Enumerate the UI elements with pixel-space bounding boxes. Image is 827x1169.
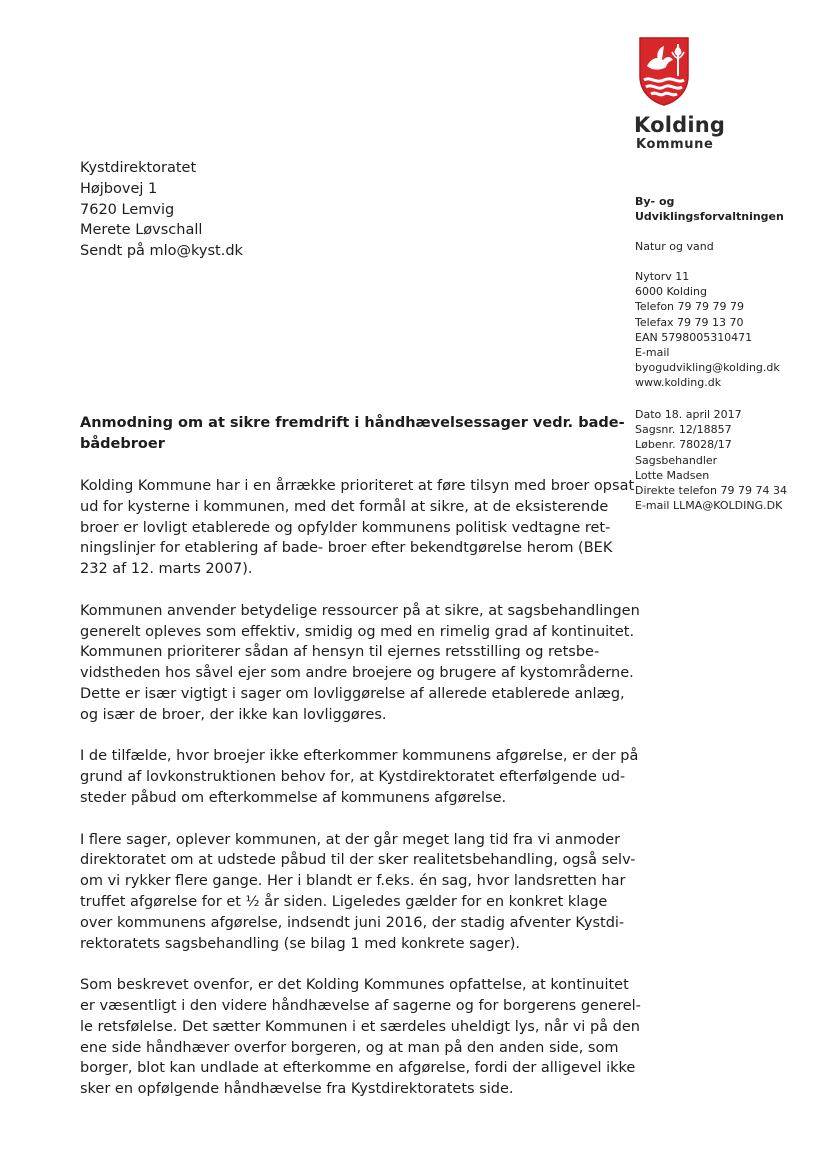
paragraph (80, 830, 636, 955)
recipient-line: Merete Løvschall (80, 222, 203, 239)
paragraph (80, 601, 640, 726)
subject-line: bådebroer (80, 436, 165, 452)
case-line: Sagsnr. 12/18857 (635, 423, 732, 437)
recipient-address (80, 158, 243, 262)
brand-subtitle: Kommune (636, 137, 714, 152)
letter-body (80, 476, 641, 1121)
body-line: er væsentligt i den videre håndhævelse af sagerne og for borgerens generel- (80, 997, 641, 1014)
body-line: Kommunen prioriterer sådan af hensyn til ejernes retsstilling og retsbe- (80, 644, 600, 661)
body-line: Kommunen anvender betydelige ressourcer på at sikre, at sagsbehandlingen (80, 602, 640, 619)
body-line: vidstheden hos såvel ejer som andre broejere og brugere af kystområderne. (80, 665, 634, 682)
body-line: broer er lovligt etablerede og opfylder kommunens politisk vedtagne ret- (80, 519, 611, 536)
contact-line: 6000 Kolding (635, 285, 707, 299)
body-line: le retsfølelse. Det sætter Kommunen i et særdeles uheldigt lys, når vi på den (80, 1018, 640, 1035)
body-line: I de tilfælde, hvor broejer ikke efterkommer kommunens afgørelse, er der på (80, 748, 639, 765)
body-line: direktoratet om at udstede påbud til der sker realitetsbehandling, også selv- (80, 852, 636, 869)
body-line: ene side håndhæver overfor borgeren, og at man på den anden side, som (80, 1039, 619, 1056)
sender-contact (635, 269, 780, 391)
sender-unit (635, 239, 714, 254)
body-line: borger, blot kan undlade at efterkomme en afgørelse, fordi der alligevel ikke (80, 1060, 636, 1077)
body-line: sker en opfølgende håndhævelse fra Kystdirektoratets side. (80, 1081, 514, 1098)
case-line: Sagsbehandler (635, 453, 718, 467)
subject-line: Anmodning om at sikre fremdrift i håndhævelsessager vedr. bade- (80, 415, 625, 431)
recipient-line: Sendt på mlo@kyst.dk (80, 243, 243, 260)
recipient-line: 7620 Lemvig (80, 201, 175, 218)
body-line: truffet afgørelse for et ½ år siden. Ligeledes gælder for en konkret klage (80, 893, 608, 910)
contact-line: byogudvikling@kolding.dk (635, 361, 780, 375)
contact-line: www.kolding.dk (635, 376, 722, 390)
unit-line: Natur og vand (635, 240, 714, 253)
body-line: Dette er især vigtigt i sager om lovliggørelse af allerede etablerede anlæg, (80, 685, 625, 702)
paragraph (80, 746, 639, 808)
body-line: generelt opleves som effektiv, smidig og med en rimelig grad af kontinuitet. (80, 623, 635, 640)
department-line: Udviklingsforvaltningen (635, 210, 784, 224)
contact-line: Telefax 79 79 13 70 (635, 315, 744, 329)
body-line: ud for kysterne i kommunen, med det formål at sikre, at de eksisterende (80, 498, 609, 515)
body-line: grund af lovkonstruktionen behov for, at Kystdirektoratet efterfølgende ud- (80, 769, 626, 786)
body-line: om vi rykker flere gange. Her i blandt er f.eks. én sag, hvor landsretten har (80, 873, 626, 890)
body-line: ningslinjer for etablering af bade- broer efter bekendtgørelse herom (BEK (80, 540, 613, 557)
case-line: Lotte Madsen (635, 468, 710, 482)
body-line: og især de broer, der ikke kan lovliggøres. (80, 706, 387, 723)
contact-line: EAN 5798005310471 (635, 330, 753, 344)
body-line: I flere sager, oplever kommunen, at der går meget lang tid fra vi anmoder (80, 831, 621, 848)
body-line: Kolding Kommune har i en årrække prioriteret at føre tilsyn med broer opsat (80, 478, 635, 494)
body-line: rektoratets sagsbehandling (se bilag 1 med konkrete sager). (80, 935, 520, 952)
paragraph (80, 476, 635, 580)
case-details (635, 407, 787, 513)
letter-subject (80, 413, 625, 455)
recipient-line: Kystdirektoratet (80, 160, 197, 176)
body-line: 232 af 12. marts 2007). (80, 561, 253, 578)
case-line: Direkte telefon 79 79 74 34 (635, 484, 787, 498)
contact-line: Nytorv 11 (635, 270, 690, 283)
case-line: Løbenr. 78028/17 (635, 438, 732, 452)
case-line: E-mail LLMA@KOLDING.DK (635, 499, 783, 513)
body-line: Som beskrevet ovenfor, er det Kolding Kommunes opfattelse, at kontinuitet (80, 977, 629, 994)
brand-name: Kolding (634, 113, 726, 137)
contact-line: E-mail (635, 346, 670, 360)
paragraph (80, 975, 641, 1100)
coat-of-arms-icon (638, 36, 690, 106)
body-line: over kommunens afgørelse, indsendt juni 2016, der stadig afventer Kystdi- (80, 914, 625, 931)
case-line: Dato 18. april 2017 (635, 408, 742, 421)
department-line: By- og (635, 195, 675, 208)
recipient-line: Højbovej 1 (80, 180, 158, 197)
sender-department (635, 194, 784, 224)
body-line: steder påbud om efterkommelse af kommunens afgørelse. (80, 789, 507, 806)
contact-line: Telefon 79 79 79 79 (635, 300, 744, 314)
